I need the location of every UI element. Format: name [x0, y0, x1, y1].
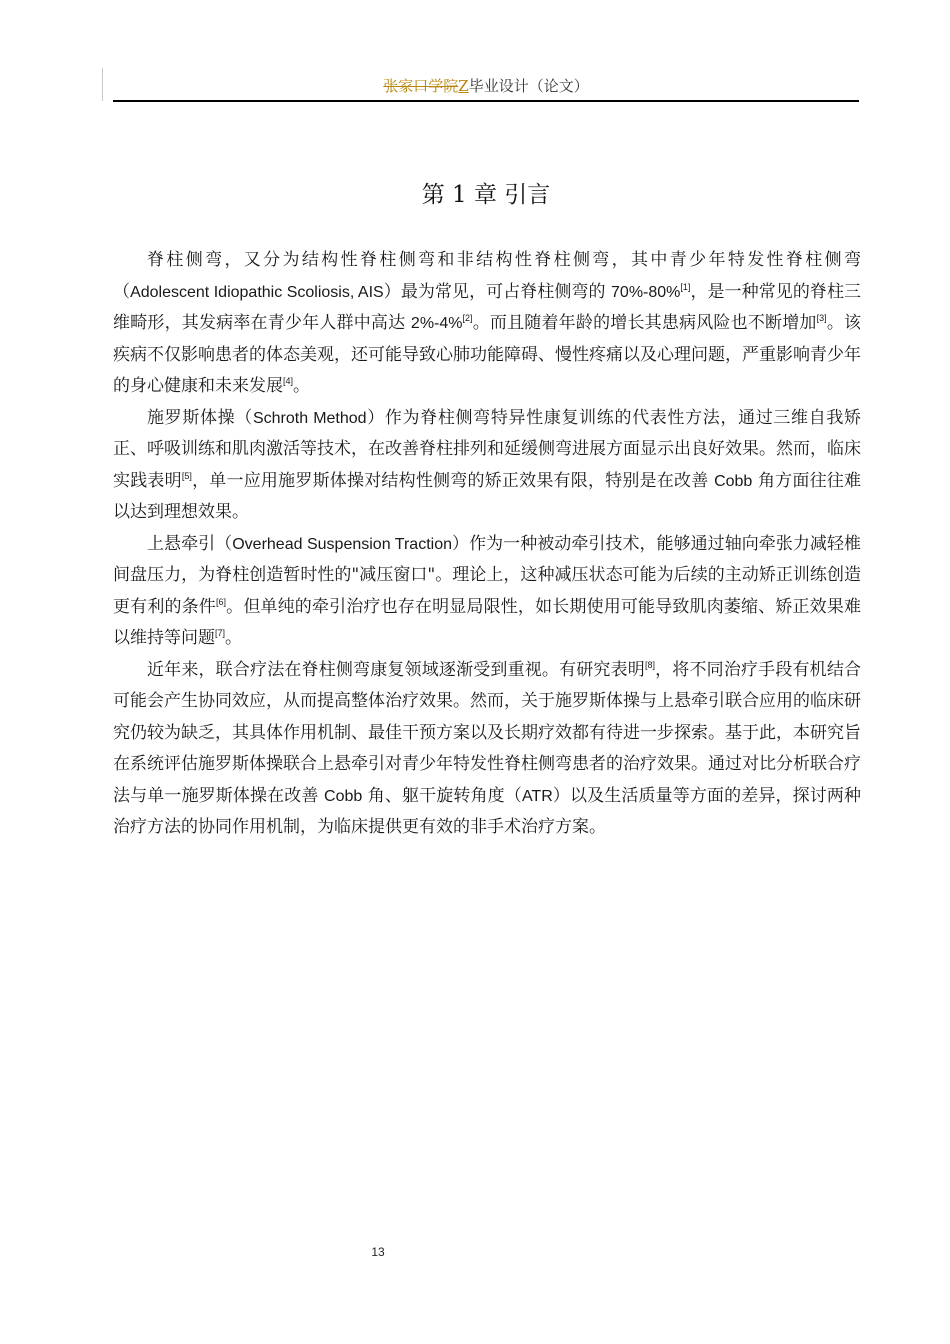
citation-ref[interactable]: [2] [462, 313, 473, 323]
citation-ref[interactable]: [6] [215, 596, 226, 607]
chapter-title: 第 1 章 引言 [421, 182, 551, 208]
text-run-latin: Cobb [324, 787, 363, 805]
citation-ref[interactable]: [8] [644, 659, 655, 670]
header-deleted-text: 张家口学院 [383, 77, 459, 95]
page-number: 13 [371, 1245, 385, 1259]
citation-ref[interactable]: [7] [215, 628, 226, 638]
text-run: 施罗斯体操（ [147, 407, 253, 428]
text-run-latin: 70%-80% [611, 283, 681, 301]
citation-ref[interactable]: [3] [816, 313, 827, 323]
citation-ref[interactable]: [5] [181, 470, 192, 481]
text-run: 上悬牵引（ [147, 533, 233, 554]
text-run: ）作为脊柱侧弯特异性康复训练的代表性方法，通过三维自我矫正、呼吸训练和肌肉激活等技术，在改善脊柱排列和延缓侧弯进展方面显示出良好效果。然而，临床实践表明 [113, 407, 862, 491]
text-run-latin: 2%-4% [410, 315, 463, 332]
text-run: ，单一应用施罗斯体操对结构性侧弯的矫正效果有限，特别是在改善 [191, 470, 715, 491]
text-run-latin: Cobb [714, 472, 753, 490]
text-run: 。但单纯的牵引治疗也存在明显局限性，如长期使用可能导致肌肉萎缩、矫正效果难以维持等问题 [113, 596, 862, 648]
citation-ref[interactable]: [4] [283, 376, 294, 386]
text-run: ）作为一种被动牵引技术，能够通过轴向牵张力减轻椎间盘压力，为脊柱创造暂时性的"减压窗口"。理论上，这种减压状态可能为后续的主动矫正训练创造更有利的条件 [113, 533, 862, 617]
header-inserted-text: Z [458, 77, 469, 95]
text-run: ，是一种常见的脊柱三维畸形，其发病率在青少年人群中高达 [113, 281, 861, 333]
text-run: 。该疾病不仅影响患者的体态美观，还可能导致心肺功能障碍、慢性疼痛以及心理问题，严重影响青少年的身心健康和未来发展 [113, 313, 862, 396]
header-rule [113, 100, 859, 102]
text-run: ，将不同治疗手段有机结合可能会产生协同效应，从而提高整体治疗效果。然而，关于施罗斯体操与上悬牵引联合应用的临床研究仍较为缺乏，其具体作用机制、最佳干预方案以及长期疗效都有待进一步探索。基于此，本研究旨在系统评估施罗斯体操联合上悬牵引对青少年特发性脊柱侧弯患者的治疗效果。通过对比分析联合疗法与单一施罗斯体操在改善 [113, 659, 862, 806]
body-text [113, 245, 861, 844]
text-run-latin: ATR [521, 787, 553, 805]
text-run: ）最为常见，可占脊柱侧弯的 [383, 281, 612, 302]
text-run: ）以及生活质量等方面的差异，探讨两种治疗方法的协同作用机制，为临床提供更有效的非手术治疗方案。 [113, 785, 861, 837]
text-run-latin: Schroth Method [252, 409, 367, 427]
citation-ref[interactable]: [1] [680, 281, 691, 292]
text-run: 近年来，联合疗法在脊柱侧弯康复领域逐渐受到重视。有研究表明 [147, 659, 645, 680]
text-run: 角方面往往难以达到理想效果。 [113, 470, 862, 522]
margin-marker [102, 68, 103, 101]
paragraph-2 [113, 403, 861, 529]
text-run: 角、躯干旋转角度（ [362, 785, 522, 806]
paragraph-3 [113, 529, 861, 655]
text-run-latin: Adolescent Idiopathic Scoliosis, AIS [130, 283, 384, 301]
text-run: 。而且随着年龄的增长其患病风险也不断增加 [472, 313, 817, 333]
text-run-latin: Overhead Suspension Traction [232, 535, 452, 553]
text-run: 脊柱侧弯，又分为结构性脊柱侧弯和非结构性脊柱侧弯，其中青少年特发性脊柱侧弯（ [113, 250, 861, 302]
paragraph-4 [113, 655, 861, 844]
text-run: 。 [293, 376, 311, 396]
text-run: 。 [225, 628, 243, 648]
page-header [113, 76, 859, 98]
header-title-text: 毕业设计（论文） [468, 77, 589, 95]
paragraph-1 [113, 245, 861, 403]
